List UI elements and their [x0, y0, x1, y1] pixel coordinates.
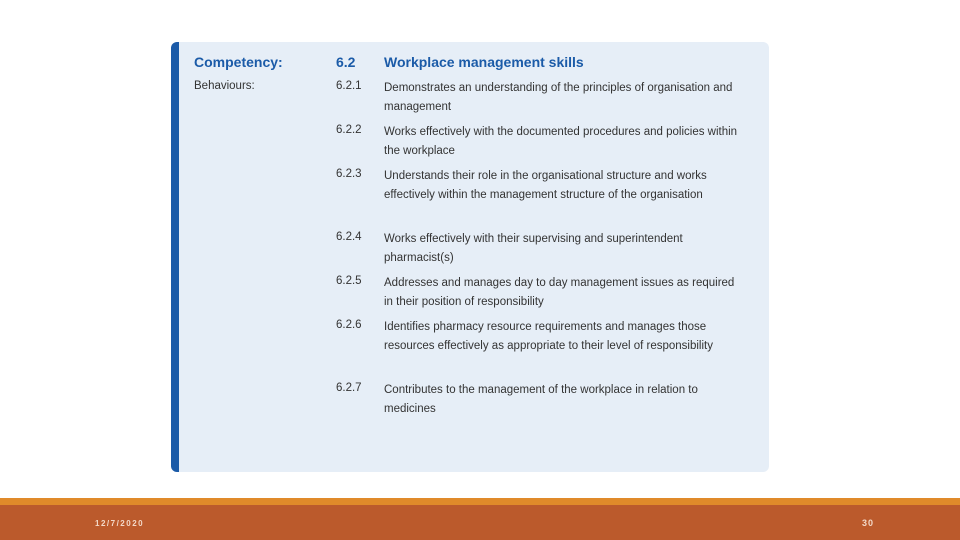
competency-title: Workplace management skills — [384, 54, 584, 70]
behaviour-text: Works effectively with their supervising and superintendent pharmacist(s) — [384, 233, 683, 264]
footer-date: 12/7/2020 — [95, 519, 145, 528]
behaviour-number: 6.2.7 — [336, 382, 362, 394]
competency-label: Competency: — [194, 54, 283, 70]
page-number: 30 — [862, 518, 875, 528]
behaviour-text: Works effectively with the documented procedures and policies within the workplace — [384, 126, 738, 157]
behaviour-number: 6.2.4 — [336, 231, 362, 243]
competency-number: 6.2 — [336, 54, 356, 70]
footer-accent-line — [0, 498, 960, 505]
behaviour-number: 6.2.1 — [336, 80, 362, 92]
behaviour-text: Understands their role in the organisational structure and works effectively within the management structure of the organisation — [384, 170, 707, 201]
behaviour-number: 6.2.3 — [336, 168, 362, 180]
behaviours-label: Behaviours: — [194, 80, 255, 92]
slide-footer — [0, 505, 960, 540]
behaviour-number: 6.2.2 — [336, 124, 362, 136]
behaviour-text: Addresses and manages day to day management issues as required in their position of responsibility — [384, 277, 735, 308]
behaviour-number: 6.2.6 — [336, 319, 362, 331]
behaviour-text: Contributes to the management of the workplace in relation to medicines — [384, 384, 698, 415]
behaviour-number: 6.2.5 — [336, 275, 362, 287]
competency-panel — [171, 42, 769, 472]
behaviour-text: Demonstrates an understanding of the principles of organisation and management — [384, 82, 733, 113]
behaviour-text: Identifies pharmacy resource requirements and manages those resources effectively as appropriate to their level of responsibility — [384, 321, 713, 352]
